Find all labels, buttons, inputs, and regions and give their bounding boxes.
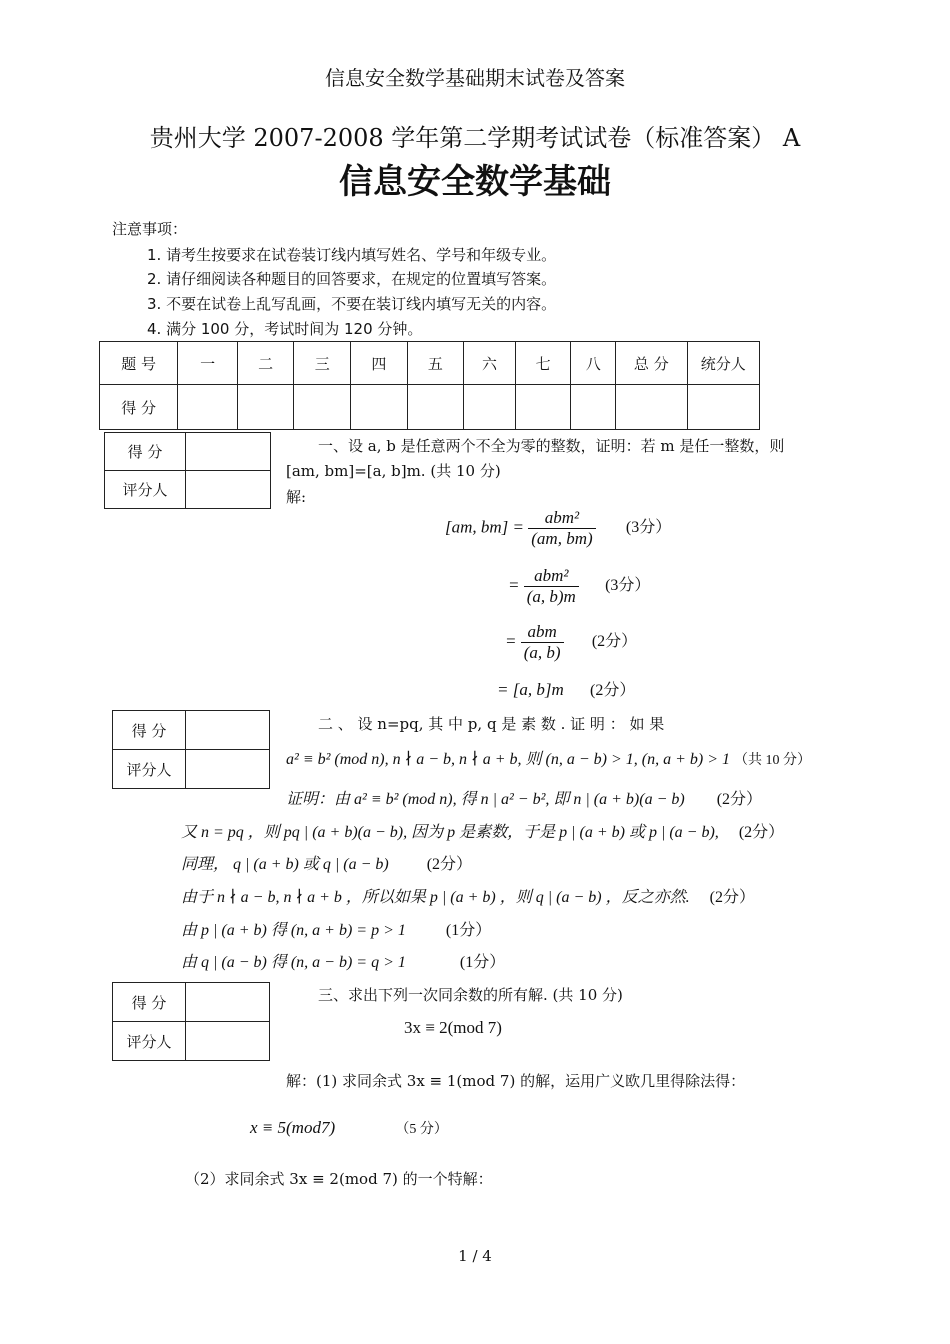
q1-step2 [508, 566, 650, 607]
q1-step3-lhs: = [505, 631, 517, 651]
q2-proof-2 [181, 819, 784, 842]
score-cell [464, 385, 516, 430]
grade-box-score-cell [186, 433, 271, 471]
q1-step4-score: (2分） [589, 682, 636, 699]
q1-step1 [445, 508, 671, 549]
header-q3: 三 [294, 342, 351, 385]
q2-statement-formula: a² ≡ b² (mod n), n ∤ a − b, n ∤ a + b, 则 (n, a − b) > 1, (n, a + b) > 1 [286, 751, 731, 768]
q2-proof-2-text: 又 n = pq ，则 pq | (a + b)(a − b), 因为 p 是素数，于是 p | (a + b) 或 p | (a − b), [181, 824, 719, 841]
q2-proof-3-text: 同理， q | (a + b) 或 q | (a − b) [181, 856, 389, 873]
grade-box-grader-label: 评分人 [113, 1022, 186, 1061]
q2-proof-3 [181, 851, 472, 874]
grade-box-score-cell [186, 711, 270, 750]
q1-step2-denominator: (a, b)m [526, 587, 576, 606]
q1-step2-fraction [524, 566, 579, 607]
score-cell [178, 385, 238, 430]
notice-item-3: 3. 不要在试卷上乱写乱画，不要在装订线内填写无关的内容。 [147, 295, 557, 313]
q1-step1-lhs: [am, bm] = [445, 517, 525, 537]
score-cell [616, 385, 687, 430]
q2-proof-3-score: (2分） [426, 856, 473, 873]
q2-proof-6-text: 由 q | (a − b) 得 (n, a − b) = q > 1 [181, 954, 406, 971]
q3-step1-result: x ≡ 5(mod7) [250, 1118, 336, 1137]
q2-proof-4-score: (2分） [709, 889, 755, 906]
q1-step1-fraction [528, 508, 595, 549]
score-cell [407, 385, 464, 430]
q2-proof-4-text: 由于 n ∤ a − b, n ∤ a + b ，所以如果 p | (a + b) ，则 q | (a − b) ，反之亦然. [181, 889, 690, 906]
header-q4: 四 [351, 342, 408, 385]
q2-statement-line1: 二 、 设 n=pq, 其 中 p, q 是 素 数 . 证 明 ： 如 果 [318, 715, 665, 733]
row-score-label: 得 分 [100, 385, 178, 430]
q3-step1-score: （5 分） [395, 1122, 448, 1137]
grade-box-grader-cell [186, 1022, 270, 1061]
score-cell [351, 385, 408, 430]
q2-proof-5 [181, 917, 491, 940]
course-title: 信息安全数学基础 [339, 162, 611, 202]
q2-proof-2-score: (2分） [738, 824, 785, 841]
header-q6: 六 [464, 342, 516, 385]
q1-step1-denominator: (am, bm) [531, 529, 593, 548]
q1-step3-score: (2分） [591, 633, 638, 651]
score-summary-table [99, 341, 760, 430]
q2-proof-5-score: (1分） [445, 922, 492, 939]
score-cell [571, 385, 616, 430]
grade-box-grader-label: 评分人 [113, 750, 186, 789]
q1-step2-score: (3分） [605, 577, 651, 595]
q1-grade-box [104, 432, 271, 509]
score-cell [515, 385, 571, 430]
q1-step4-expr: = [a, b]m [497, 680, 564, 699]
document-title: 信息安全数学基础期末试卷及答案 [325, 66, 625, 90]
notice-item-2: 2. 请仔细阅读各种题目的回答要求，在规定的位置填写答案。 [147, 270, 557, 288]
q1-step3-denominator: (a, b) [523, 643, 561, 662]
notice-item-1: 1. 请考生按要求在试卷装订线内填写姓名、学号和年级专业。 [147, 246, 557, 264]
grade-box-score-cell [186, 983, 270, 1022]
q1-step3-numerator: abm [521, 622, 564, 643]
q1-statement-line1: 一、设 a, b 是任意两个不全为零的整数，证明：若 m 是任一整数，则 [318, 437, 785, 455]
university-exam-title: 贵州大学 2007-2008 学年第二学期考试试卷（标准答案） A [149, 124, 801, 152]
q1-step4 [497, 677, 635, 700]
grade-box-score-label: 得 分 [113, 711, 186, 750]
q2-statement-line2 [286, 746, 811, 769]
grade-box-grader-cell [186, 750, 270, 789]
page-number: 1 / 4 [458, 1247, 492, 1265]
header-total: 总 分 [616, 342, 687, 385]
q1-solution-label: 解: [286, 488, 307, 506]
header-q7: 七 [515, 342, 571, 385]
q3-statement: 三、求出下列一次同余数的所有解. (共 10 分) [318, 986, 623, 1004]
q2-proof-6 [181, 949, 505, 972]
q1-step2-lhs: = [508, 575, 520, 595]
header-tallier: 统分人 [687, 342, 759, 385]
q2-proof-1 [286, 786, 762, 809]
score-cell [687, 385, 759, 430]
q3-step1-result-line [250, 1118, 448, 1138]
q1-step2-numerator: abm² [524, 566, 579, 587]
header-q2: 二 [237, 342, 294, 385]
q2-proof-1-text: 证明：由 a² ≡ b² (mod n), 得 n | a² − b², 即 n | (a + b)(a − b) [286, 791, 685, 808]
grade-box-score-label: 得 分 [113, 983, 186, 1022]
header-question-number: 题 号 [100, 342, 178, 385]
q3-equation: 3x ≡ 2(mod 7) [404, 1018, 502, 1037]
header-q1: 一 [178, 342, 238, 385]
q2-proof-6-score: (1分） [459, 954, 506, 971]
q1-step1-numerator: abm² [528, 508, 595, 529]
q1-step1-score: (3分） [625, 519, 672, 537]
q3-solution-step2: （2）求同余式 3x ≡ 2(mod 7) 的一个特解： [185, 1170, 493, 1188]
q2-proof-1-score: (2分） [716, 791, 763, 808]
q1-step3-fraction [521, 622, 564, 663]
q2-proof-5-text: 由 p | (a + b) 得 (n, a + b) = p > 1 [181, 922, 406, 939]
q2-statement-score: （共 10 分） [734, 753, 812, 768]
q3-solution-step1: 解：(1) 求同余式 3x ≡ 1(mod 7) 的解，运用广义欧几里得除法得： [286, 1072, 746, 1090]
q1-step3 [505, 622, 637, 663]
q1-statement-line2: [am, bm]=[a, b]m. (共 10 分) [286, 462, 501, 480]
q2-proof-4 [181, 884, 755, 907]
notice-item-4: 4. 满分 100 分，考试时间为 120 分钟。 [147, 320, 423, 338]
grade-box-grader-label: 评分人 [105, 471, 186, 509]
score-cell [237, 385, 294, 430]
notice-heading: 注意事项： [112, 220, 188, 238]
grade-box-grader-cell [186, 471, 271, 509]
header-q8: 八 [571, 342, 616, 385]
q2-grade-box [112, 710, 270, 789]
grade-box-score-label: 得 分 [105, 433, 186, 471]
header-q5: 五 [407, 342, 464, 385]
q3-grade-box [112, 982, 270, 1061]
score-cell [294, 385, 351, 430]
